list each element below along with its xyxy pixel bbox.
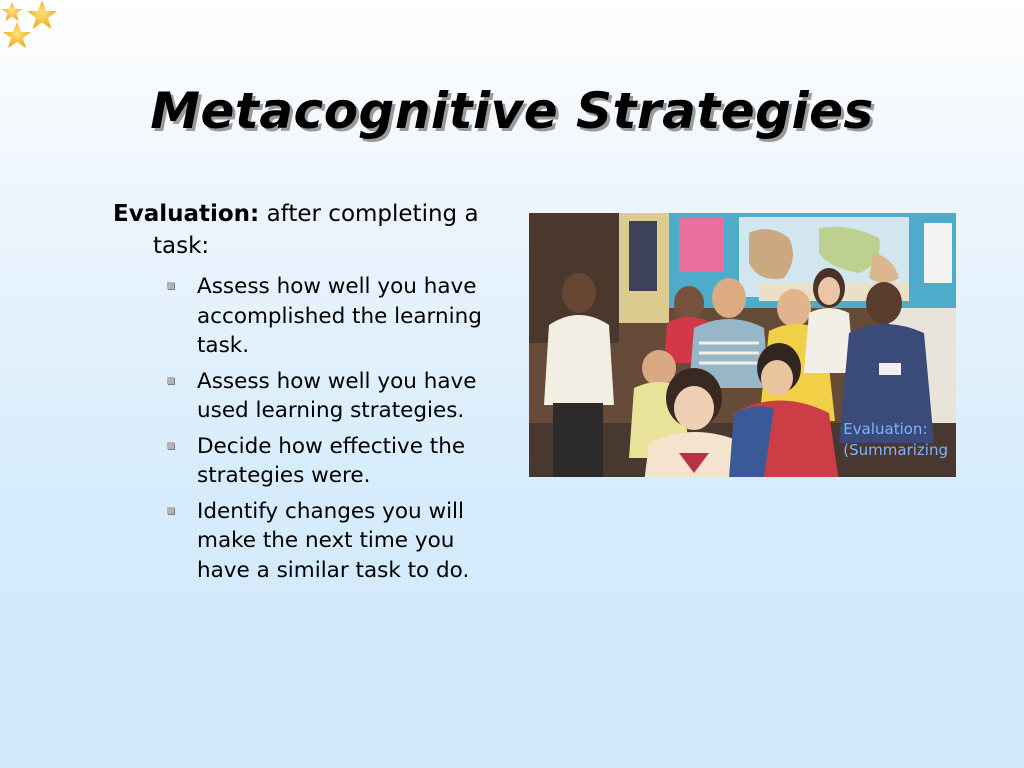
bullet-text: Assess how well you have accomplished the learning task. — [197, 274, 482, 358]
classroom-photo — [529, 213, 956, 477]
stars-icon — [0, 0, 70, 60]
bullet-text: Decide how effective the strategies were. — [197, 433, 466, 488]
square-bullet-icon — [167, 507, 174, 514]
star-icon — [2, 2, 22, 21]
star-icon — [3, 22, 31, 48]
photo-caption-line1: Evaluation: — [843, 420, 928, 438]
photo-caption — [843, 419, 948, 461]
list-item — [113, 432, 497, 491]
list-item — [113, 367, 497, 426]
main-point-text: after completing a task: — [153, 201, 479, 259]
square-bullet-icon — [167, 377, 174, 384]
main-point — [113, 198, 513, 262]
list-item — [113, 272, 497, 361]
main-point-label: Evaluation: — [113, 201, 260, 227]
bullet-text: Identify changes you will make the next time you have a similar task to do. — [197, 498, 470, 583]
square-bullet-icon — [167, 282, 174, 289]
list-item — [113, 497, 497, 586]
slide-body — [113, 198, 513, 591]
slide-title: Metacognitive Strategies — [150, 82, 874, 140]
bullet-list — [113, 272, 513, 585]
photo-caption-line2: (Summarizing — [843, 441, 948, 459]
square-bullet-icon — [167, 442, 174, 449]
star-icon — [27, 0, 57, 29]
bullet-text: Assess how well you have used learning strategies. — [197, 368, 477, 423]
